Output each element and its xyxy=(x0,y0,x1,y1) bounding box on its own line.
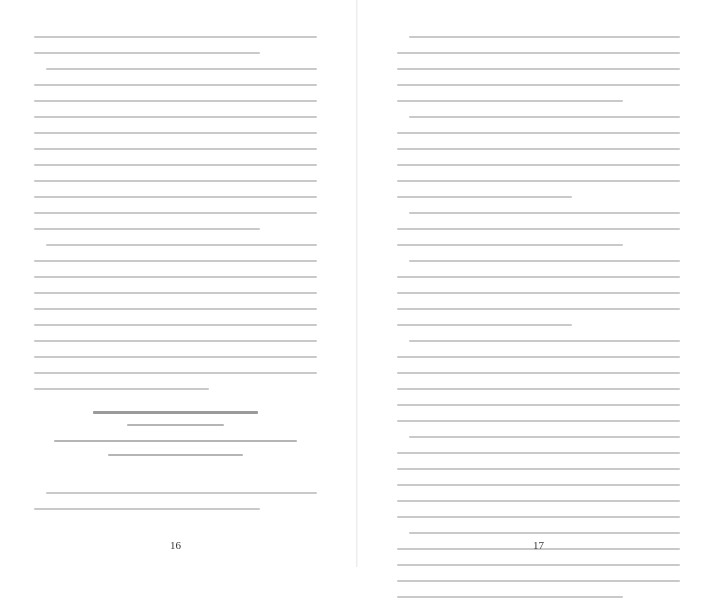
left-section-heading-placeholder xyxy=(34,411,317,456)
left-page xyxy=(34,28,317,552)
left-text-placeholder-bottom xyxy=(34,492,317,524)
right-text-placeholder xyxy=(397,36,680,612)
left-text-placeholder-top xyxy=(34,36,317,404)
book-gutter xyxy=(356,0,358,567)
right-page-number: 17 xyxy=(533,540,544,552)
left-page-number: 16 xyxy=(170,540,181,552)
right-page xyxy=(397,28,680,552)
